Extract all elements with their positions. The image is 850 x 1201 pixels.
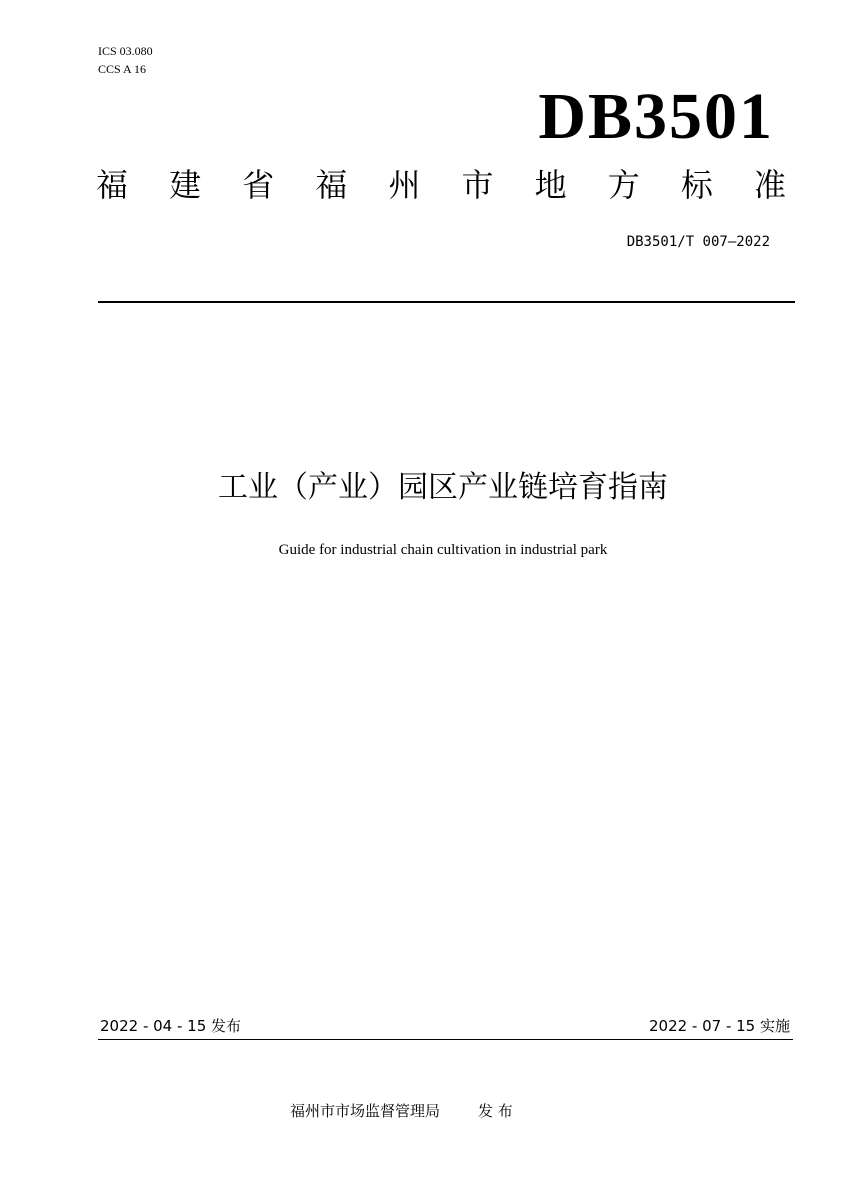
standard-type xyxy=(96,163,786,207)
document-title-english: Guide for industrial chain cultivation in industrial park xyxy=(278,542,608,558)
standard-type-char: 地 xyxy=(534,166,567,204)
issuer xyxy=(290,1100,513,1122)
implementation-date: 2022 - 07 - 15 实施 xyxy=(648,1017,790,1035)
bottom-divider xyxy=(98,1039,793,1040)
issuer-name: 福州市市场监督管理局 xyxy=(290,1102,441,1120)
standard-type-char: 福 xyxy=(96,166,129,204)
classification-codes xyxy=(98,42,153,78)
issue-date: 2022 - 04 - 15 发布 xyxy=(100,1017,242,1035)
standard-type-char: 标 xyxy=(680,166,713,204)
standard-type-char: 方 xyxy=(607,166,640,204)
standard-type-char: 省 xyxy=(242,166,275,204)
document-title-chinese: 工业（产业）园区产业链培育指南 xyxy=(218,470,668,505)
standard-type-char: 福 xyxy=(315,166,348,204)
standard-type-char: 市 xyxy=(461,166,494,204)
standard-number: DB3501/T 007—2022 xyxy=(626,234,770,250)
top-divider xyxy=(98,301,795,303)
issuer-action: 发 布 xyxy=(478,1102,513,1120)
standard-type-char: 州 xyxy=(388,166,421,204)
db-code: DB3501 xyxy=(538,80,774,153)
standard-type-char: 准 xyxy=(753,166,786,204)
ics-code: ICS 03.080 xyxy=(98,44,153,58)
ccs-code: CCS A 16 xyxy=(98,62,147,76)
standard-type-char: 建 xyxy=(169,166,202,204)
